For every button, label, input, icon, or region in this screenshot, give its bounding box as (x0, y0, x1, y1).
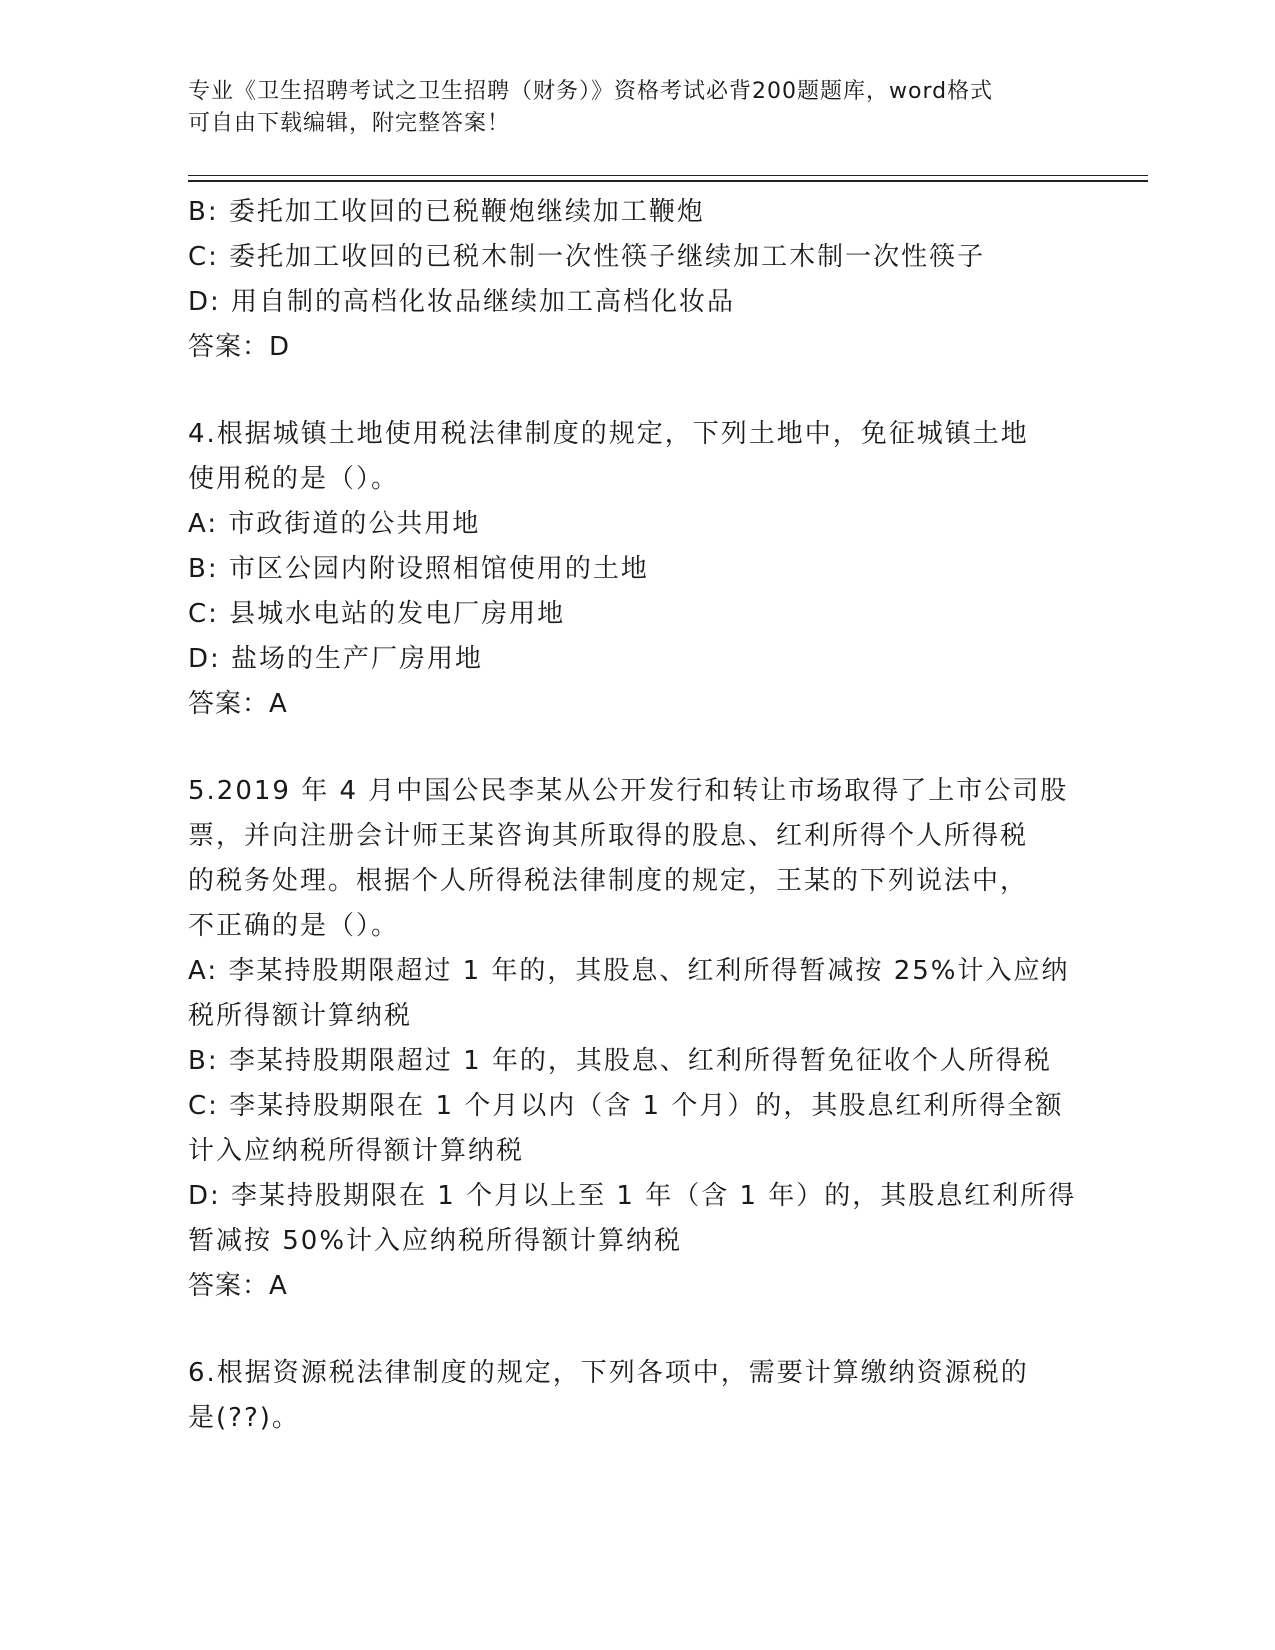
option-c: C: 委托加工收回的已税木制一次性筷子继续加工木制一次性筷子 (188, 242, 986, 272)
option-b: B: 委托加工收回的已税鞭炮继续加工鞭炮 (188, 197, 705, 227)
question-list (188, 190, 1088, 1441)
question-stem: 是(??)。 (188, 1403, 300, 1433)
option-c-cont: 计入应纳税所得额计算纳税 (188, 1136, 525, 1166)
question-stem: 6.根据资源税法律制度的规定，下列各项中，需要计算缴纳资源税的 (188, 1358, 1029, 1388)
option-d: D: 盐场的生产厂房用地 (188, 644, 484, 674)
option-b: B: 市区公园内附设照相馆使用的土地 (188, 554, 649, 584)
option-d-cont: 暂减按 50%计入应纳税所得额计算纳税 (188, 1226, 683, 1256)
question-stem: 票，并向注册会计师王某咨询其所取得的股息、红利所得个人所得税 (188, 821, 1029, 851)
option-a: A: 李某持股期限超过 1 年的，其股息、红利所得暂减按 25%计入应纳 (188, 956, 1070, 986)
option-d: D: 用自制的高档化妆品继续加工高档化妆品 (188, 287, 736, 317)
question-4 (188, 412, 1088, 727)
question-6 (188, 1351, 1088, 1441)
option-d: D: 李某持股期限在 1 个月以上至 1 年（含 1 年）的，其股息红利所得 (188, 1181, 1077, 1211)
question-stem: 4.根据城镇土地使用税法律制度的规定，下列土地中，免征城镇土地 (188, 419, 1029, 449)
header-divider-thin (188, 175, 1148, 176)
question-5 (188, 769, 1088, 1309)
answer: 答案：A (188, 1271, 288, 1301)
question-stem: 不正确的是（）。 (188, 911, 400, 941)
answer: 答案：A (188, 689, 288, 719)
option-a: A: 市政街道的公共用地 (188, 509, 481, 539)
question-stem: 5.2019 年 4 月中国公民李某从公开发行和转让市场取得了上市公司股 (188, 776, 1069, 806)
option-a-cont: 税所得额计算纳税 (188, 1001, 413, 1031)
header-divider-thick (188, 180, 1148, 182)
option-b: B: 李某持股期限超过 1 年的，其股息、红利所得暂免征收个人所得税 (188, 1046, 1052, 1076)
question-3-continued (188, 190, 1088, 370)
option-c: C: 李某持股期限在 1 个月以内（含 1 个月）的，其股息红利所得全额 (188, 1091, 1064, 1121)
question-stem: 的税务处理。根据个人所得税法律制度的规定，王某的下列说法中， (188, 866, 1029, 896)
answer: 答案：D (188, 332, 291, 362)
document-header (188, 76, 1068, 140)
header-line-2: 可自由下载编辑，附完整答案！ (188, 111, 511, 136)
question-stem: 使用税的是（）。 (188, 464, 400, 494)
option-c: C: 县城水电站的发电厂房用地 (188, 599, 566, 629)
header-line-1: 专业《卫生招聘考试之卫生招聘（财务）》资格考试必背200题题库，word格式 (188, 79, 994, 104)
